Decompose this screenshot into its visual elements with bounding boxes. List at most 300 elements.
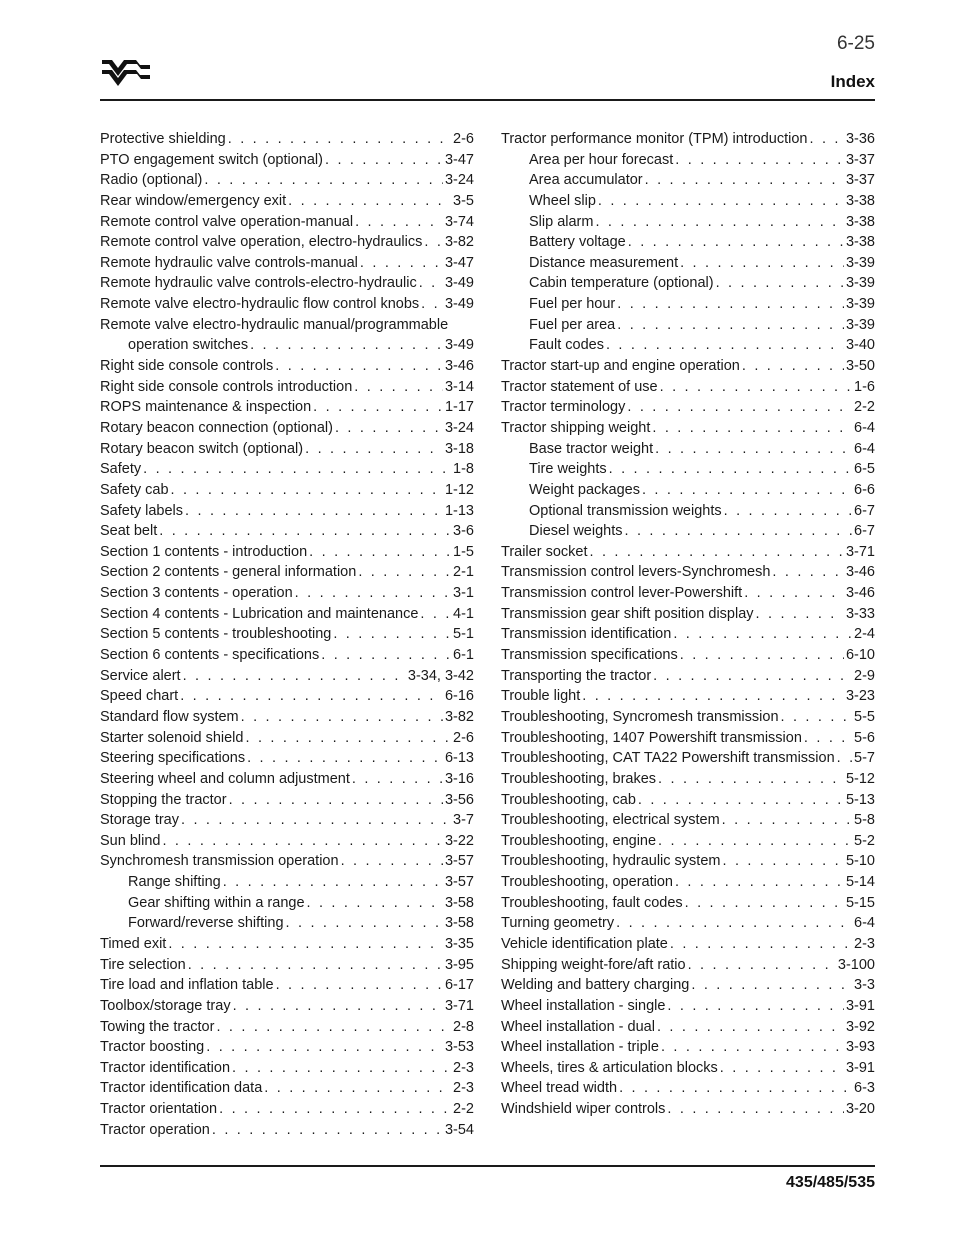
index-entry bbox=[100, 913, 474, 934]
dot-leader bbox=[675, 872, 844, 893]
index-term: Fuel per hour bbox=[529, 296, 616, 313]
index-page-ref: 3-82 bbox=[444, 234, 474, 251]
index-entry bbox=[501, 810, 875, 831]
index-term: Area accumulator bbox=[529, 172, 643, 189]
model-numbers: 435/485/535 bbox=[786, 1174, 875, 1191]
index-page-ref: 2-2 bbox=[854, 399, 875, 416]
index-term: Tractor terminology bbox=[501, 399, 626, 416]
index-page-ref: 3-92 bbox=[845, 1018, 875, 1035]
dot-leader bbox=[756, 604, 844, 625]
dot-leader bbox=[657, 1017, 844, 1038]
index-entry bbox=[100, 934, 474, 955]
index-term: Safety labels bbox=[100, 502, 184, 519]
dot-leader bbox=[335, 418, 443, 439]
index-term: Transporting the tractor bbox=[501, 667, 652, 684]
index-entry bbox=[100, 150, 474, 171]
dot-leader bbox=[688, 955, 836, 976]
dot-leader bbox=[420, 604, 451, 625]
index-page-ref: 5-15 bbox=[845, 894, 875, 911]
index-page-ref: 3-46 bbox=[845, 585, 875, 602]
index-term: ROPS maintenance & inspection bbox=[100, 399, 312, 416]
dot-leader bbox=[321, 645, 451, 666]
index-page-ref: 1-17 bbox=[444, 399, 474, 416]
dot-leader bbox=[206, 1037, 443, 1058]
index-entry bbox=[501, 542, 875, 563]
dot-leader bbox=[233, 996, 443, 1017]
index-entry bbox=[100, 707, 474, 728]
index-term: Fault codes bbox=[529, 337, 604, 354]
index-term: Steering specifications bbox=[100, 750, 246, 767]
dot-leader bbox=[309, 542, 451, 563]
dot-leader bbox=[625, 521, 853, 542]
dot-leader bbox=[638, 790, 844, 811]
dot-leader bbox=[680, 253, 844, 274]
index-term: Forward/reverse shifting bbox=[128, 915, 284, 932]
index-entry bbox=[100, 253, 474, 274]
index-entry bbox=[100, 1017, 474, 1038]
index-term: Transmission control levers-Synchromesh bbox=[501, 564, 771, 581]
index-entry bbox=[501, 397, 875, 418]
index-page-ref: 3-58 bbox=[444, 915, 474, 932]
index-term: Gear shifting within a range bbox=[128, 894, 305, 911]
index-page-ref: 2-9 bbox=[854, 667, 875, 684]
index-term: Battery voltage bbox=[529, 234, 626, 251]
index-page-ref: 5-10 bbox=[845, 853, 875, 870]
dot-leader bbox=[171, 480, 443, 501]
index-page-ref: 5-13 bbox=[845, 791, 875, 808]
index-term: Tractor orientation bbox=[100, 1101, 218, 1118]
index-page-ref: 3-34, 3-42 bbox=[407, 667, 474, 684]
index-page-ref: 5-2 bbox=[854, 832, 875, 849]
index-entry bbox=[100, 624, 474, 645]
dot-leader bbox=[720, 1058, 844, 1079]
index-term: Cabin temperature (optional) bbox=[529, 275, 714, 292]
index-term: Troubleshooting, operation bbox=[501, 874, 673, 891]
index-entry bbox=[100, 975, 474, 996]
dot-leader bbox=[333, 624, 451, 645]
dot-leader bbox=[419, 273, 443, 294]
index-entry bbox=[501, 686, 875, 707]
dot-leader bbox=[325, 150, 443, 171]
index-term: Right side console controls bbox=[100, 358, 274, 375]
index-term: Windshield wiper controls bbox=[501, 1101, 666, 1118]
index-entry bbox=[100, 335, 474, 356]
index-term: Remote valve electro-hydraulic manual/programmable bbox=[100, 316, 449, 333]
index-entry bbox=[501, 872, 875, 893]
index-entry bbox=[100, 831, 474, 852]
index-page-ref: 3-54 bbox=[444, 1121, 474, 1138]
index-entry bbox=[100, 851, 474, 872]
index-entry bbox=[100, 459, 474, 480]
index-entry bbox=[501, 335, 875, 356]
index-page-ref: 3-38 bbox=[845, 234, 875, 251]
index-page-ref: 3-46 bbox=[845, 564, 875, 581]
index-page-ref: 6-10 bbox=[845, 647, 875, 664]
index-page-ref: 3-14 bbox=[444, 378, 474, 395]
index-page-ref: 3-36 bbox=[845, 131, 875, 147]
index-term: Wheels, tires & articulation blocks bbox=[501, 1059, 718, 1076]
index-page-ref: 4-1 bbox=[453, 605, 474, 622]
index-term: Wheel installation - dual bbox=[501, 1018, 655, 1035]
dot-leader bbox=[168, 934, 443, 955]
index-entry bbox=[100, 356, 474, 377]
index-page-ref: 3-37 bbox=[845, 172, 875, 189]
dot-leader bbox=[180, 686, 443, 707]
dot-leader bbox=[264, 1078, 451, 1099]
index-term: Remote control valve operation, electro-hydraulics bbox=[100, 234, 423, 251]
index-term: Tractor identification bbox=[100, 1059, 231, 1076]
dot-leader bbox=[286, 913, 443, 934]
index-page-ref: 3-40 bbox=[845, 337, 875, 354]
dot-leader bbox=[722, 810, 852, 831]
index-term: Wheel slip bbox=[529, 192, 596, 209]
index-page-ref: 3-100 bbox=[837, 956, 875, 973]
index-entry bbox=[501, 604, 875, 625]
index-entry bbox=[100, 212, 474, 233]
index-entry bbox=[100, 686, 474, 707]
index-term: Wheel tread width bbox=[501, 1080, 618, 1097]
index-entry bbox=[501, 893, 875, 914]
index-term: Rotary beacon connection (optional) bbox=[100, 419, 333, 436]
index-term: Area per hour forecast bbox=[529, 151, 674, 168]
index-entry bbox=[100, 191, 474, 212]
index-term: Section 5 contents - troubleshooting bbox=[100, 626, 332, 643]
index-entry bbox=[501, 748, 875, 769]
index-term: Trouble light bbox=[501, 688, 581, 705]
index-page-ref: 3-38 bbox=[845, 192, 875, 209]
index-term: Troubleshooting, 1407 Powershift transmission bbox=[501, 729, 802, 746]
index-entry bbox=[100, 129, 474, 150]
index-page-ref: 3-57 bbox=[444, 874, 474, 891]
index-entry bbox=[501, 728, 875, 749]
index-page-ref: 5-12 bbox=[845, 770, 875, 787]
dot-leader bbox=[355, 212, 443, 233]
index-page-ref: 3-22 bbox=[444, 832, 474, 849]
index-page-ref: 5-8 bbox=[854, 812, 875, 829]
index-page-ref: 3-39 bbox=[845, 296, 875, 313]
index-entry bbox=[501, 212, 875, 233]
index-entry bbox=[501, 913, 875, 934]
index-page-ref: 2-3 bbox=[854, 935, 875, 952]
index-page-ref: 2-3 bbox=[453, 1080, 474, 1097]
index-term: Troubleshooting, hydraulic system bbox=[501, 853, 721, 870]
index-entry bbox=[501, 645, 875, 666]
dot-leader bbox=[162, 831, 443, 852]
index-term: Rotary beacon switch (optional) bbox=[100, 440, 304, 457]
index-page-ref: 6-16 bbox=[444, 688, 474, 705]
index-entry bbox=[100, 872, 474, 893]
index-page-ref: 5-1 bbox=[453, 626, 474, 643]
header-divider bbox=[100, 99, 875, 101]
dot-leader bbox=[744, 583, 844, 604]
index-entry bbox=[100, 418, 474, 439]
index-page-ref: 6-13 bbox=[444, 750, 474, 767]
index-term: Turning geometry bbox=[501, 915, 615, 932]
index-term: Sun blind bbox=[100, 832, 161, 849]
dot-leader bbox=[354, 377, 443, 398]
index-entry bbox=[501, 459, 875, 480]
dot-leader bbox=[582, 686, 844, 707]
dot-leader bbox=[188, 955, 443, 976]
dot-leader bbox=[658, 769, 844, 790]
index-entry bbox=[100, 542, 474, 563]
index-entry bbox=[501, 1099, 875, 1120]
dot-leader bbox=[204, 170, 443, 191]
index-term: Section 2 contents - general information bbox=[100, 564, 357, 581]
index-entry bbox=[100, 1037, 474, 1058]
index-entry bbox=[501, 1078, 875, 1099]
index-page-ref: 6-4 bbox=[854, 419, 875, 436]
index-page-ref: 3-24 bbox=[444, 172, 474, 189]
index-page-ref: 3-74 bbox=[444, 213, 474, 230]
index-page-ref: 2-6 bbox=[453, 131, 474, 147]
dot-leader bbox=[305, 439, 443, 460]
index-entry bbox=[501, 562, 875, 583]
dot-leader bbox=[673, 624, 852, 645]
index-entry bbox=[501, 955, 875, 976]
index-page-ref: 3-24 bbox=[444, 419, 474, 436]
index-term: Fuel per area bbox=[529, 316, 616, 333]
index-entry bbox=[501, 356, 875, 377]
index-entry bbox=[100, 604, 474, 625]
index-entry bbox=[100, 294, 474, 315]
index-page-ref: 1-12 bbox=[444, 481, 474, 498]
index-page-ref: 3-6 bbox=[453, 523, 474, 540]
index-entry bbox=[100, 521, 474, 542]
index-page-ref: 3-16 bbox=[444, 770, 474, 787]
index-term: Section 4 contents - Lubrication and maintenance bbox=[100, 605, 419, 622]
index-page-ref: 2-4 bbox=[854, 626, 875, 643]
index-page-ref: 3-20 bbox=[845, 1101, 875, 1118]
index-entry bbox=[100, 170, 474, 191]
dot-leader bbox=[667, 996, 844, 1017]
index-term: Standard flow system bbox=[100, 708, 239, 725]
dot-leader bbox=[313, 397, 443, 418]
index-page-ref: 3-71 bbox=[444, 997, 474, 1014]
index-entry bbox=[501, 521, 875, 542]
index-page-ref: 2-6 bbox=[453, 729, 474, 746]
index-page-ref: 5-6 bbox=[854, 729, 875, 746]
index-entry bbox=[501, 253, 875, 274]
dot-leader bbox=[358, 562, 451, 583]
dot-leader bbox=[691, 975, 852, 996]
index-entry bbox=[501, 315, 875, 336]
index-page-ref: 5-5 bbox=[854, 708, 875, 725]
dot-leader bbox=[660, 377, 852, 398]
page-number: 6-25 bbox=[836, 33, 875, 54]
index-term: Tractor performance monitor (TPM) introduction bbox=[501, 131, 808, 147]
index-column-left bbox=[100, 129, 474, 1140]
dot-leader bbox=[722, 851, 843, 872]
dot-leader bbox=[183, 666, 406, 687]
dot-leader bbox=[352, 769, 443, 790]
index-entry bbox=[501, 624, 875, 645]
index-page-ref: 3-49 bbox=[444, 296, 474, 313]
index-page-ref: 3-91 bbox=[845, 997, 875, 1014]
dot-leader bbox=[724, 501, 852, 522]
index-entry bbox=[100, 1099, 474, 1120]
index-entry bbox=[100, 1120, 474, 1141]
dot-leader bbox=[275, 356, 443, 377]
index-entry bbox=[100, 315, 474, 336]
index-entry bbox=[100, 1078, 474, 1099]
dot-leader bbox=[181, 810, 451, 831]
index-page-ref: 6-3 bbox=[854, 1080, 875, 1097]
index-entry bbox=[100, 377, 474, 398]
index-entry bbox=[501, 191, 875, 212]
dot-leader bbox=[595, 212, 844, 233]
index-term: Troubleshooting, CAT TA22 Powershift transmission bbox=[501, 750, 835, 767]
index-term: Transmission gear shift position display bbox=[501, 605, 754, 622]
index-page-ref: 3-49 bbox=[444, 337, 474, 354]
index-page-ref: 6-4 bbox=[854, 440, 875, 457]
dot-leader bbox=[421, 294, 443, 315]
index-term: Diesel weights bbox=[529, 523, 623, 540]
index-entry bbox=[100, 810, 474, 831]
index-page-ref: 3-93 bbox=[845, 1039, 875, 1056]
index-entry bbox=[100, 666, 474, 687]
index-entry bbox=[100, 728, 474, 749]
index-entry bbox=[100, 480, 474, 501]
index-entry bbox=[100, 232, 474, 253]
index-page-ref: 3-57 bbox=[444, 853, 474, 870]
index-term: Remote valve electro-hydraulic flow control knobs bbox=[100, 296, 420, 313]
index-entry bbox=[100, 397, 474, 418]
index-page-ref: 6-7 bbox=[854, 523, 875, 540]
index-page-ref: 3-18 bbox=[444, 440, 474, 457]
dot-leader bbox=[617, 294, 844, 315]
index-term: Speed chart bbox=[100, 688, 179, 705]
index-term: Optional transmission weights bbox=[529, 502, 722, 519]
index-term: Section 6 contents - specifications bbox=[100, 647, 320, 664]
dot-leader bbox=[360, 253, 443, 274]
dot-leader bbox=[742, 356, 844, 377]
dot-leader bbox=[609, 459, 852, 480]
dot-leader bbox=[670, 934, 852, 955]
index-page-ref: 3-49 bbox=[444, 275, 474, 292]
index-page-ref: 3-58 bbox=[444, 894, 474, 911]
index-entry bbox=[100, 501, 474, 522]
index-term: Shipping weight-fore/aft ratio bbox=[501, 956, 686, 973]
dot-leader bbox=[589, 542, 843, 563]
index-entry bbox=[501, 273, 875, 294]
index-term: Protective shielding bbox=[100, 131, 226, 147]
index-entry bbox=[100, 955, 474, 976]
index-entry bbox=[100, 273, 474, 294]
dot-leader bbox=[341, 851, 443, 872]
index-term: Vehicle identification plate bbox=[501, 935, 668, 952]
index-entry bbox=[501, 769, 875, 790]
index-page-ref: 3-95 bbox=[444, 956, 474, 973]
index-page-ref: 3-47 bbox=[444, 254, 474, 271]
index-entry bbox=[501, 129, 875, 150]
index-page-ref: 5-7 bbox=[854, 750, 875, 767]
dot-leader bbox=[276, 975, 443, 996]
index-page-ref: 1-6 bbox=[854, 378, 875, 395]
index-page-ref: 2-2 bbox=[453, 1101, 474, 1118]
index-term: Radio (optional) bbox=[100, 172, 203, 189]
index-term: Transmission specifications bbox=[501, 647, 678, 664]
dot-leader bbox=[627, 397, 852, 418]
index-page-ref: 1-8 bbox=[453, 461, 474, 478]
index-term: Troubleshooting, Syncromesh transmission bbox=[501, 708, 779, 725]
index-entry bbox=[501, 996, 875, 1017]
index-entry bbox=[501, 294, 875, 315]
index-entry bbox=[501, 851, 875, 872]
index-entry bbox=[100, 769, 474, 790]
index-page-ref: 1-5 bbox=[453, 543, 474, 560]
index-entry bbox=[100, 1058, 474, 1079]
index-term: Service alert bbox=[100, 667, 181, 684]
dot-leader bbox=[247, 748, 443, 769]
index-term: Seat belt bbox=[100, 523, 158, 540]
index-term: Tire load and inflation table bbox=[100, 977, 274, 994]
index-term: Rear window/emergency exit bbox=[100, 192, 287, 209]
index-term: Tractor statement of use bbox=[501, 378, 658, 395]
index-entry bbox=[501, 790, 875, 811]
dot-leader bbox=[598, 191, 844, 212]
index-entry bbox=[501, 707, 875, 728]
index-term: Slip alarm bbox=[529, 213, 594, 230]
dot-leader bbox=[250, 335, 443, 356]
dot-leader bbox=[216, 1017, 451, 1038]
index-page-ref: 3-53 bbox=[444, 1039, 474, 1056]
dot-leader bbox=[653, 666, 852, 687]
index-page-ref: 3-56 bbox=[444, 791, 474, 808]
footer-divider bbox=[100, 1165, 875, 1167]
brand-logo-icon bbox=[100, 56, 152, 86]
index-page-ref: 3-50 bbox=[845, 358, 875, 375]
index-entry bbox=[100, 996, 474, 1017]
index-term: Troubleshooting, cab bbox=[501, 791, 636, 808]
index-page-ref: 3-23 bbox=[845, 688, 875, 705]
dot-leader bbox=[185, 501, 443, 522]
index-entry bbox=[501, 975, 875, 996]
dot-leader bbox=[772, 562, 844, 583]
index-term: Storage tray bbox=[100, 812, 179, 829]
index-page-ref: 3-37 bbox=[845, 151, 875, 168]
index-term: Section 3 contents - operation bbox=[100, 585, 293, 602]
index-page-ref: 3-82 bbox=[444, 708, 474, 725]
dot-leader bbox=[628, 232, 844, 253]
index-entry bbox=[501, 831, 875, 852]
index-entry bbox=[501, 1037, 875, 1058]
index-page-ref: 6-4 bbox=[854, 915, 875, 932]
index-term: PTO engagement switch (optional) bbox=[100, 151, 323, 168]
index-entry bbox=[501, 480, 875, 501]
index-term: Tractor identification data bbox=[100, 1080, 263, 1097]
dot-leader bbox=[219, 1099, 451, 1120]
index-term: Weight packages bbox=[529, 481, 640, 498]
index-entry bbox=[501, 150, 875, 171]
index-entry bbox=[501, 418, 875, 439]
dot-leader bbox=[232, 1058, 451, 1079]
index-entry bbox=[100, 893, 474, 914]
index-entry bbox=[100, 790, 474, 811]
index-page-ref: 3-71 bbox=[845, 543, 875, 560]
index-term: Starter solenoid shield bbox=[100, 729, 244, 746]
index-page-ref: 5-14 bbox=[845, 874, 875, 891]
index-column-right bbox=[501, 129, 875, 1120]
index-page-ref: 3-46 bbox=[444, 358, 474, 375]
index-entry bbox=[501, 666, 875, 687]
index-page-ref: 3-38 bbox=[845, 213, 875, 230]
dot-leader bbox=[809, 129, 843, 150]
index-term: Stopping the tractor bbox=[100, 791, 227, 808]
dot-leader bbox=[424, 232, 443, 253]
dot-leader bbox=[619, 1078, 852, 1099]
index-term: Troubleshooting, electrical system bbox=[501, 812, 720, 829]
